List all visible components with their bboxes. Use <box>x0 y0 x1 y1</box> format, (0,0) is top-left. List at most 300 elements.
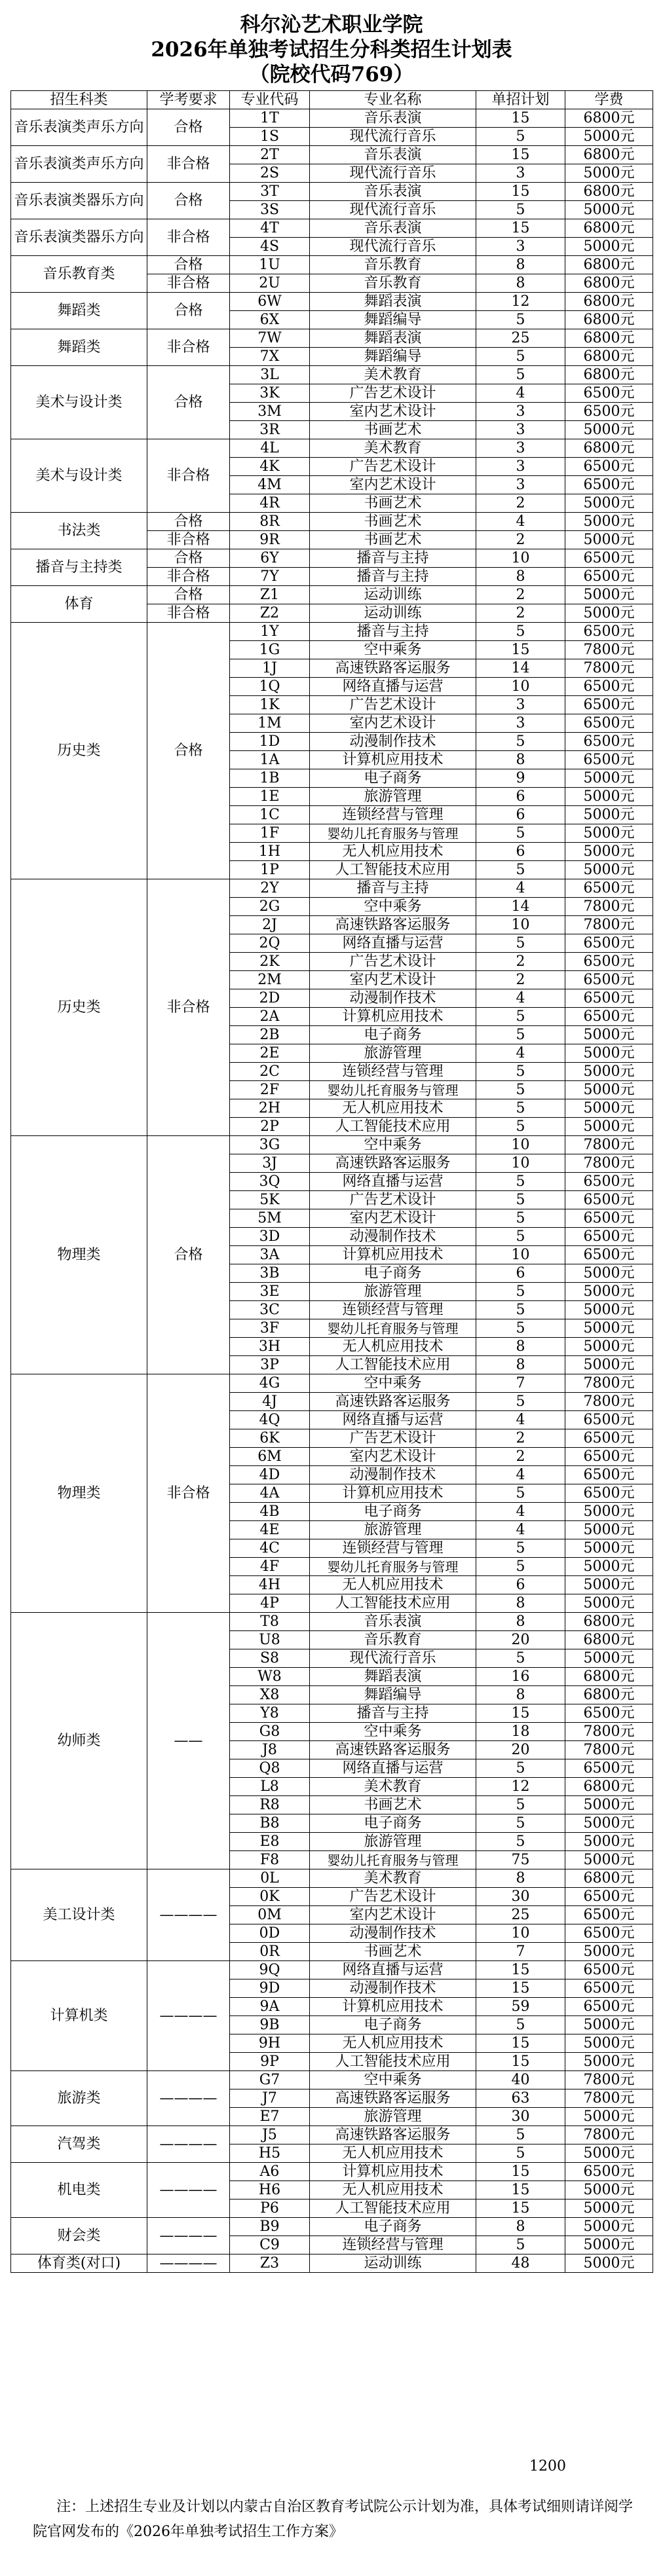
tuition-cell: 5000元 <box>565 238 653 256</box>
tuition-cell: 5000元 <box>565 769 653 788</box>
major-name-cell: 舞蹈编导 <box>310 311 476 329</box>
major-name-cell: 婴幼儿托育服务与管理 <box>310 824 476 843</box>
category-cell: 机电类 <box>11 2163 147 2218</box>
major-name-cell: 舞蹈表演 <box>310 329 476 348</box>
tuition-cell: 6500元 <box>565 678 653 696</box>
requirement-cell: 合格 <box>147 109 230 146</box>
major-code-cell: 6X <box>230 311 310 329</box>
major-code-cell: E8 <box>230 1833 310 1851</box>
tuition-cell: 5000元 <box>565 1576 653 1594</box>
table-row <box>11 366 653 384</box>
major-name-cell: 运动训练 <box>310 604 476 623</box>
plan-count-cell: 15 <box>476 2163 565 2181</box>
tuition-cell: 6500元 <box>565 1998 653 2016</box>
major-name-cell: 旅游管理 <box>310 1044 476 1063</box>
plan-count-cell: 5 <box>476 733 565 751</box>
table-row <box>11 2218 653 2236</box>
requirement-cell: 合格 <box>147 623 230 879</box>
plan-count-cell: 2 <box>476 1448 565 1466</box>
category-cell: 音乐教育类 <box>11 256 147 293</box>
tuition-cell: 6800元 <box>565 109 653 128</box>
major-name-cell: 室内艺术设计 <box>310 1906 476 1924</box>
requirement-cell: ———— <box>147 2071 230 2126</box>
tuition-cell: 5000元 <box>565 2034 653 2053</box>
plan-count-cell: 10 <box>476 1924 565 1943</box>
major-code-cell: 6M <box>230 1448 310 1466</box>
major-name-cell: 舞蹈表演 <box>310 293 476 311</box>
major-code-cell: 1U <box>230 256 310 274</box>
major-code-cell: T8 <box>230 1613 310 1631</box>
category-cell: 音乐表演类器乐方向 <box>11 183 147 219</box>
requirement-cell: ———— <box>147 2218 230 2254</box>
tuition-cell: 5000元 <box>565 824 653 843</box>
plan-count-cell: 5 <box>476 1393 565 1411</box>
plan-count-cell: 12 <box>476 1778 565 1796</box>
plan-count-cell: 25 <box>476 329 565 348</box>
major-name-cell: 高速铁路客运服务 <box>310 659 476 678</box>
tuition-cell: 5000元 <box>565 2053 653 2071</box>
plan-count-cell: 8 <box>476 1613 565 1631</box>
major-code-cell: 1S <box>230 128 310 146</box>
category-cell: 物理类 <box>11 1136 147 1374</box>
major-code-cell: 1T <box>230 109 310 128</box>
major-code-cell: 2B <box>230 1026 310 1044</box>
major-name-cell: 书画艺术 <box>310 513 476 531</box>
table-row <box>11 1961 653 1979</box>
tuition-cell: 6500元 <box>565 1191 653 1209</box>
major-code-cell: 1D <box>230 733 310 751</box>
tuition-cell: 6800元 <box>565 366 653 384</box>
major-name-cell: 无人机应用技术 <box>310 2034 476 2053</box>
major-name-cell: 广告艺术设计 <box>310 1191 476 1209</box>
category-cell: 音乐表演类声乐方向 <box>11 146 147 183</box>
plan-count-cell: 15 <box>476 1979 565 1998</box>
plan-count-cell: 5 <box>476 1228 565 1246</box>
major-name-cell: 无人机应用技术 <box>310 1099 476 1118</box>
tuition-cell: 6500元 <box>565 934 653 953</box>
table-row <box>11 623 653 641</box>
major-name-cell: 旅游管理 <box>310 2108 476 2126</box>
tuition-cell: 5000元 <box>565 1539 653 1558</box>
tuition-cell: 6800元 <box>565 293 653 311</box>
major-name-cell: 人工智能技术应用 <box>310 861 476 879</box>
category-cell: 音乐表演类器乐方向 <box>11 219 147 256</box>
major-name-cell: 室内艺术设计 <box>310 971 476 989</box>
major-name-cell: 播音与主持 <box>310 623 476 641</box>
plan-count-cell: 5 <box>476 1301 565 1319</box>
major-code-cell: C9 <box>230 2236 310 2254</box>
major-name-cell: 人工智能技术应用 <box>310 1356 476 1374</box>
plan-count-cell: 5 <box>476 348 565 366</box>
major-name-cell: 播音与主持 <box>310 879 476 898</box>
plan-count-cell: 4 <box>476 989 565 1008</box>
requirement-cell: 非合格 <box>147 568 230 586</box>
tuition-cell: 6500元 <box>565 1484 653 1503</box>
major-code-cell: 3Q <box>230 1173 310 1191</box>
tuition-cell: 5000元 <box>565 2181 653 2199</box>
major-name-cell: 运动训练 <box>310 586 476 604</box>
tuition-cell: 5000元 <box>565 1301 653 1319</box>
major-name-cell: 室内艺术设计 <box>310 1209 476 1228</box>
major-name-cell: 运动训练 <box>310 2254 476 2273</box>
major-code-cell: W8 <box>230 1668 310 1686</box>
tuition-cell: 6500元 <box>565 458 653 476</box>
major-name-cell: 电子商务 <box>310 1503 476 1521</box>
category-cell: 历史类 <box>11 879 147 1136</box>
major-name-cell: 婴幼儿托育服务与管理 <box>310 1558 476 1576</box>
tuition-cell: 5000元 <box>565 1356 653 1374</box>
major-name-cell: 高速铁路客运服务 <box>310 916 476 934</box>
plan-count-cell: 15 <box>476 2181 565 2199</box>
tuition-cell: 7800元 <box>565 1136 653 1154</box>
plan-count-cell: 8 <box>476 256 565 274</box>
major-name-cell: 美术教育 <box>310 1869 476 1888</box>
requirement-cell: ———— <box>147 2254 230 2273</box>
tuition-cell: 7800元 <box>565 898 653 916</box>
major-name-cell: 人工智能技术应用 <box>310 2199 476 2218</box>
major-name-cell: 舞蹈编导 <box>310 348 476 366</box>
plan-count-cell: 63 <box>476 2089 565 2108</box>
tuition-cell: 7800元 <box>565 2071 653 2089</box>
major-name-cell: 音乐表演 <box>310 146 476 164</box>
plan-count-cell: 3 <box>476 439 565 458</box>
plan-count-cell: 15 <box>476 1961 565 1979</box>
major-name-cell: 音乐教育 <box>310 256 476 274</box>
tuition-cell: 5000元 <box>565 1081 653 1099</box>
requirement-cell: ———— <box>147 1961 230 2071</box>
major-code-cell: 2U <box>230 274 310 293</box>
table-row <box>11 513 653 531</box>
plan-count-cell: 15 <box>476 109 565 128</box>
major-name-cell: 广告艺术设计 <box>310 953 476 971</box>
major-code-cell: 9D <box>230 1979 310 1998</box>
plan-count-cell: 48 <box>476 2254 565 2273</box>
tuition-cell: 6500元 <box>565 989 653 1008</box>
category-cell: 汽驾类 <box>11 2126 147 2163</box>
tuition-cell: 6500元 <box>565 879 653 898</box>
major-code-cell: 6K <box>230 1429 310 1448</box>
tuition-cell: 6800元 <box>565 1631 653 1649</box>
column-header: 学考要求 <box>147 91 230 109</box>
major-name-cell: 计算机应用技术 <box>310 2163 476 2181</box>
major-name-cell: 无人机应用技术 <box>310 1576 476 1594</box>
plan-count-cell: 5 <box>476 861 565 879</box>
tuition-cell: 6500元 <box>565 1704 653 1723</box>
major-code-cell: 1G <box>230 641 310 659</box>
major-name-cell: 动漫制作技术 <box>310 1466 476 1484</box>
plan-count-cell: 5 <box>476 1484 565 1503</box>
major-name-cell: 空中乘务 <box>310 898 476 916</box>
major-code-cell: 2A <box>230 1008 310 1026</box>
requirement-cell: 合格 <box>147 586 230 604</box>
plan-count-cell: 8 <box>476 568 565 586</box>
major-code-cell: 4R <box>230 494 310 513</box>
major-code-cell: J8 <box>230 1741 310 1759</box>
requirement-cell: 合格 <box>147 183 230 219</box>
tuition-cell: 5000元 <box>565 421 653 439</box>
major-code-cell: 4H <box>230 1576 310 1594</box>
major-name-cell: 播音与主持 <box>310 549 476 568</box>
major-code-cell: 2G <box>230 898 310 916</box>
table-row <box>11 1374 653 1393</box>
major-code-cell: 3S <box>230 201 310 219</box>
tuition-cell: 6500元 <box>565 733 653 751</box>
table-row <box>11 586 653 604</box>
major-code-cell: 2T <box>230 146 310 164</box>
major-code-cell: 1C <box>230 806 310 824</box>
major-code-cell: 2K <box>230 953 310 971</box>
major-code-cell: 4C <box>230 1539 310 1558</box>
major-code-cell: 0D <box>230 1924 310 1943</box>
tuition-cell: 5000元 <box>565 1796 653 1814</box>
plan-count-cell: 5 <box>476 1081 565 1099</box>
major-name-cell: 空中乘务 <box>310 1374 476 1393</box>
major-name-cell: 播音与主持 <box>310 1704 476 1723</box>
major-code-cell: Z3 <box>230 2254 310 2273</box>
major-code-cell: 6Y <box>230 549 310 568</box>
major-code-cell: 2H <box>230 1099 310 1118</box>
major-code-cell: 4G <box>230 1374 310 1393</box>
major-name-cell: 连锁经营与管理 <box>310 1539 476 1558</box>
major-code-cell: 8R <box>230 513 310 531</box>
major-name-cell: 电子商务 <box>310 2016 476 2034</box>
major-code-cell: 0R <box>230 1943 310 1961</box>
major-name-cell: 网络直播与运营 <box>310 1961 476 1979</box>
major-code-cell: 4A <box>230 1484 310 1503</box>
major-code-cell: 1E <box>230 788 310 806</box>
plan-count-cell: 14 <box>476 659 565 678</box>
school-name: 科尔沁艺术职业学院 <box>240 13 423 37</box>
category-cell: 音乐表演类声乐方向 <box>11 109 147 146</box>
plan-count-cell: 15 <box>476 2199 565 2218</box>
major-name-cell: 音乐表演 <box>310 219 476 238</box>
plan-count-cell: 4 <box>476 1466 565 1484</box>
requirement-cell: ———— <box>147 2126 230 2163</box>
major-code-cell: 4E <box>230 1521 310 1539</box>
category-cell: 体育类(对口) <box>11 2254 147 2273</box>
tuition-cell: 5000元 <box>565 1063 653 1081</box>
plan-count-cell: 30 <box>476 1888 565 1906</box>
major-code-cell: H6 <box>230 2181 310 2199</box>
major-code-cell: 2Q <box>230 934 310 953</box>
major-code-cell: 7W <box>230 329 310 348</box>
tuition-cell: 6500元 <box>565 1173 653 1191</box>
plan-count-cell: 5 <box>476 366 565 384</box>
major-name-cell: 电子商务 <box>310 1026 476 1044</box>
major-name-cell: 电子商务 <box>310 2218 476 2236</box>
major-code-cell: 4T <box>230 219 310 238</box>
plan-count-cell: 20 <box>476 1741 565 1759</box>
plan-count-cell: 6 <box>476 843 565 861</box>
tuition-cell: 5000元 <box>565 164 653 183</box>
major-code-cell: 1Q <box>230 678 310 696</box>
plan-count-cell: 2 <box>476 1429 565 1448</box>
major-code-cell: R8 <box>230 1796 310 1814</box>
major-code-cell: 7X <box>230 348 310 366</box>
plan-count-cell: 5 <box>476 623 565 641</box>
requirement-cell: 合格 <box>147 513 230 531</box>
major-name-cell: 美术教育 <box>310 1778 476 1796</box>
plan-count-cell: 8 <box>476 1869 565 1888</box>
category-cell: 美术与设计类 <box>11 439 147 513</box>
major-name-cell: 连锁经营与管理 <box>310 2236 476 2254</box>
tuition-cell: 5000元 <box>565 2254 653 2273</box>
tuition-cell: 6500元 <box>565 568 653 586</box>
major-code-cell: 2F <box>230 1081 310 1099</box>
category-cell: 美工设计类 <box>11 1869 147 1961</box>
tuition-cell: 7800元 <box>565 916 653 934</box>
tuition-cell: 5000元 <box>565 1521 653 1539</box>
plan-count-cell: 2 <box>476 531 565 549</box>
major-name-cell: 无人机应用技术 <box>310 2181 476 2199</box>
major-name-cell: 婴幼儿托育服务与管理 <box>310 1851 476 1869</box>
table-header-row <box>11 91 653 109</box>
major-name-cell: 现代流行音乐 <box>310 1649 476 1668</box>
table-row <box>11 1613 653 1631</box>
table-row <box>11 439 653 458</box>
plan-count-cell: 5 <box>476 1099 565 1118</box>
major-name-cell: 电子商务 <box>310 769 476 788</box>
plan-count-cell: 4 <box>476 1044 565 1063</box>
major-code-cell: 9A <box>230 1998 310 2016</box>
plan-count-cell: 15 <box>476 183 565 201</box>
major-name-cell: 美术教育 <box>310 366 476 384</box>
table-row <box>11 2071 653 2089</box>
plan-count-cell: 5 <box>476 1833 565 1851</box>
category-cell: 舞蹈类 <box>11 329 147 366</box>
major-name-cell: 书画艺术 <box>310 421 476 439</box>
category-cell: 物理类 <box>11 1374 147 1613</box>
tuition-cell: 6500元 <box>565 696 653 714</box>
major-name-cell: 动漫制作技术 <box>310 989 476 1008</box>
major-code-cell: G8 <box>230 1723 310 1741</box>
requirement-cell: ———— <box>147 1869 230 1961</box>
plan-count-cell: 8 <box>476 1686 565 1704</box>
plan-count-cell: 9 <box>476 769 565 788</box>
major-code-cell: 7Y <box>230 568 310 586</box>
requirement-cell: ———— <box>147 2163 230 2218</box>
major-code-cell: P6 <box>230 2199 310 2218</box>
major-name-cell: 网络直播与运营 <box>310 1411 476 1429</box>
major-name-cell: 室内艺术设计 <box>310 1448 476 1466</box>
major-code-cell: G7 <box>230 2071 310 2089</box>
tuition-cell: 5000元 <box>565 1943 653 1961</box>
plan-count-cell: 3 <box>476 164 565 183</box>
column-header: 单招计划 <box>476 91 565 109</box>
tuition-cell: 6500元 <box>565 1246 653 1264</box>
major-name-cell: 人工智能技术应用 <box>310 2053 476 2071</box>
tuition-cell: 6800元 <box>565 1613 653 1631</box>
requirement-cell: —— <box>147 1613 230 1869</box>
major-name-cell: 现代流行音乐 <box>310 164 476 183</box>
major-code-cell: 9B <box>230 2016 310 2034</box>
requirement-cell: 非合格 <box>147 146 230 183</box>
major-code-cell: B9 <box>230 2218 310 2236</box>
plan-count-cell: 12 <box>476 293 565 311</box>
requirement-cell: 非合格 <box>147 274 230 293</box>
major-name-cell: 旅游管理 <box>310 1833 476 1851</box>
requirement-cell: 非合格 <box>147 604 230 623</box>
major-name-cell: 广告艺术设计 <box>310 384 476 403</box>
category-cell: 计算机类 <box>11 1961 147 2071</box>
plan-count-cell: 10 <box>476 1136 565 1154</box>
major-code-cell: 1Y <box>230 623 310 641</box>
plan-count-cell: 6 <box>476 806 565 824</box>
plan-count-cell: 5 <box>476 934 565 953</box>
plan-count-cell: 6 <box>476 1264 565 1283</box>
plan-count-cell: 2 <box>476 494 565 513</box>
major-name-cell: 高速铁路客运服务 <box>310 2089 476 2108</box>
requirement-cell: 非合格 <box>147 531 230 549</box>
major-code-cell: 9R <box>230 531 310 549</box>
major-name-cell: 计算机应用技术 <box>310 1998 476 2016</box>
tuition-cell: 6800元 <box>565 439 653 458</box>
major-code-cell: 1M <box>230 714 310 733</box>
major-code-cell: E7 <box>230 2108 310 2126</box>
major-code-cell: S8 <box>230 1649 310 1668</box>
major-name-cell: 网络直播与运营 <box>310 934 476 953</box>
table-row <box>11 1869 653 1888</box>
plan-count-cell: 2 <box>476 953 565 971</box>
plan-count-cell: 5 <box>476 1008 565 1026</box>
tuition-cell: 6500元 <box>565 476 653 494</box>
tuition-cell: 5000元 <box>565 1319 653 1338</box>
school-code: （院校代码769） <box>249 63 414 86</box>
tuition-cell: 6800元 <box>565 1778 653 1796</box>
major-name-cell: 电子商务 <box>310 1814 476 1833</box>
tuition-cell: 6500元 <box>565 2163 653 2181</box>
tuition-cell: 7800元 <box>565 1393 653 1411</box>
plan-count-cell: 5 <box>476 2016 565 2034</box>
plan-count-cell: 3 <box>476 476 565 494</box>
major-name-cell: 电子商务 <box>310 1264 476 1283</box>
plan-count-cell: 3 <box>476 714 565 733</box>
requirement-cell: 非合格 <box>147 329 230 366</box>
tuition-cell: 7800元 <box>565 1723 653 1741</box>
major-name-cell: 连锁经营与管理 <box>310 806 476 824</box>
major-name-cell: 空中乘务 <box>310 2071 476 2089</box>
column-header: 招生科类 <box>11 91 147 109</box>
category-cell: 书法类 <box>11 513 147 549</box>
major-name-cell: 空中乘务 <box>310 641 476 659</box>
table-row <box>11 293 653 311</box>
major-code-cell: 9P <box>230 2053 310 2071</box>
table-row <box>11 183 653 201</box>
category-cell: 幼师类 <box>11 1613 147 1869</box>
major-name-cell: 动漫制作技术 <box>310 1979 476 1998</box>
major-code-cell: 3C <box>230 1301 310 1319</box>
major-code-cell: A6 <box>230 2163 310 2181</box>
major-code-cell: 4L <box>230 439 310 458</box>
major-code-cell: 3A <box>230 1246 310 1264</box>
major-name-cell: 婴幼儿托育服务与管理 <box>310 1319 476 1338</box>
major-name-cell: 现代流行音乐 <box>310 201 476 219</box>
plan-count-cell: 10 <box>476 1154 565 1173</box>
major-code-cell: 3R <box>230 421 310 439</box>
category-cell: 财会类 <box>11 2218 147 2254</box>
major-name-cell: 婴幼儿托育服务与管理 <box>310 1081 476 1099</box>
plan-count-cell: 25 <box>476 1906 565 1924</box>
requirement-cell: 非合格 <box>147 879 230 1136</box>
plan-count-cell: 5 <box>476 1173 565 1191</box>
major-name-cell: 播音与主持 <box>310 568 476 586</box>
requirement-cell: 合格 <box>147 366 230 439</box>
tuition-cell: 7800元 <box>565 2126 653 2144</box>
major-name-cell: 计算机应用技术 <box>310 751 476 769</box>
major-code-cell: X8 <box>230 1686 310 1704</box>
column-header: 专业代码 <box>230 91 310 109</box>
tuition-cell: 6800元 <box>565 146 653 164</box>
